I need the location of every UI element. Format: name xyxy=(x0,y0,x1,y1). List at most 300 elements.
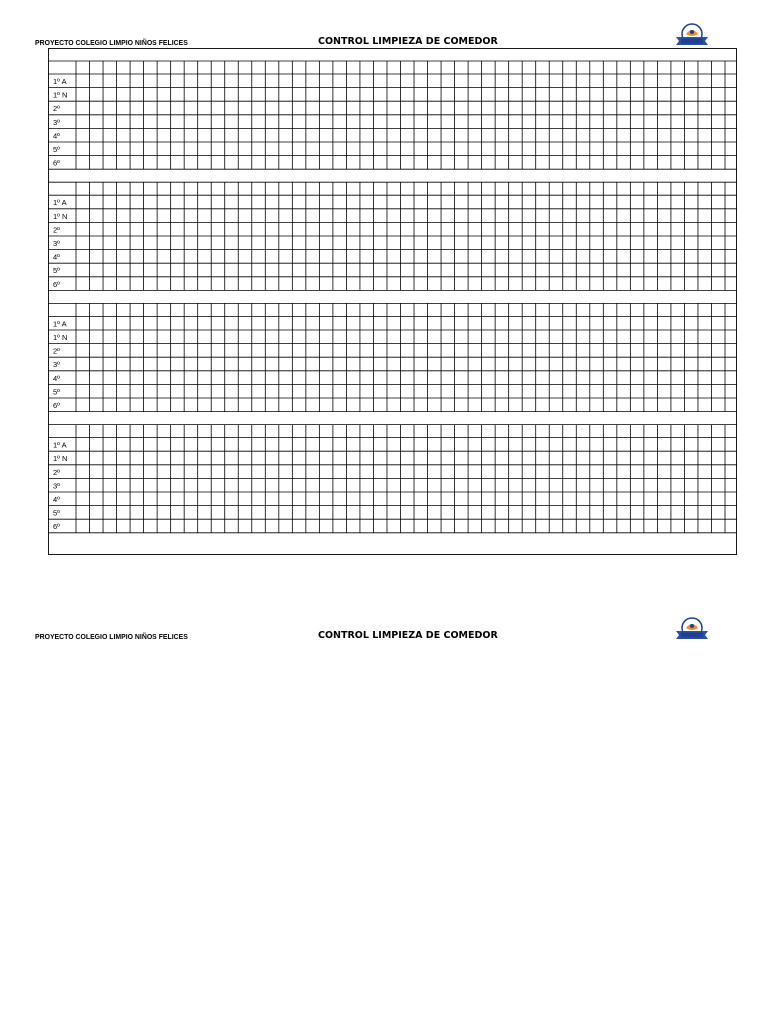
table-cell[interactable] xyxy=(495,101,509,115)
table-cell[interactable] xyxy=(225,465,239,479)
table-cell[interactable] xyxy=(428,451,442,465)
table-cell[interactable] xyxy=(428,209,442,223)
table-cell[interactable] xyxy=(482,478,496,492)
table-cell[interactable] xyxy=(671,209,685,223)
table-cell[interactable] xyxy=(657,384,671,398)
table-cell[interactable] xyxy=(630,156,644,170)
table-cell[interactable] xyxy=(630,330,644,344)
table-cell[interactable] xyxy=(319,330,333,344)
table-cell[interactable] xyxy=(428,263,442,277)
table-cell[interactable] xyxy=(711,316,725,330)
table-cell[interactable] xyxy=(292,371,306,385)
table-cell[interactable] xyxy=(76,398,90,412)
table-cell[interactable] xyxy=(495,222,509,236)
table-cell[interactable] xyxy=(576,330,590,344)
table-cell[interactable] xyxy=(671,438,685,452)
table-cell[interactable] xyxy=(441,74,455,88)
table-cell[interactable] xyxy=(90,101,104,115)
table-cell[interactable] xyxy=(441,316,455,330)
table-cell[interactable] xyxy=(495,451,509,465)
table-cell[interactable] xyxy=(130,398,144,412)
table-cell[interactable] xyxy=(292,209,306,223)
table-cell[interactable] xyxy=(684,222,698,236)
table-cell[interactable] xyxy=(373,357,387,371)
table-cell[interactable] xyxy=(644,451,658,465)
table-cell[interactable] xyxy=(319,195,333,209)
table-cell[interactable] xyxy=(698,115,712,129)
table-cell[interactable] xyxy=(198,61,212,74)
table-cell[interactable] xyxy=(414,344,428,358)
table-cell[interactable] xyxy=(306,371,320,385)
table-cell[interactable] xyxy=(428,384,442,398)
table-cell[interactable] xyxy=(184,236,198,250)
table-cell[interactable] xyxy=(482,101,496,115)
table-cell[interactable] xyxy=(576,316,590,330)
table-cell[interactable] xyxy=(522,61,536,74)
table-cell[interactable] xyxy=(428,236,442,250)
table-cell[interactable] xyxy=(157,478,171,492)
table-cell[interactable] xyxy=(279,371,293,385)
table-cell[interactable] xyxy=(117,425,131,438)
table-cell[interactable] xyxy=(157,195,171,209)
table-cell[interactable] xyxy=(441,222,455,236)
table-cell[interactable] xyxy=(563,330,577,344)
table-cell[interactable] xyxy=(333,156,347,170)
table-cell[interactable] xyxy=(130,142,144,156)
table-cell[interactable] xyxy=(306,101,320,115)
table-cell[interactable] xyxy=(657,344,671,358)
table-cell[interactable] xyxy=(238,478,252,492)
table-cell[interactable] xyxy=(171,303,185,316)
table-cell[interactable] xyxy=(509,425,523,438)
table-cell[interactable] xyxy=(482,277,496,291)
table-cell[interactable] xyxy=(644,384,658,398)
table-cell[interactable] xyxy=(184,506,198,520)
table-cell[interactable] xyxy=(198,371,212,385)
table-cell[interactable] xyxy=(549,250,563,264)
table-cell[interactable] xyxy=(238,492,252,506)
table-cell[interactable] xyxy=(509,222,523,236)
table-cell[interactable] xyxy=(495,250,509,264)
table-cell[interactable] xyxy=(657,61,671,74)
table-cell[interactable] xyxy=(401,142,415,156)
table-cell[interactable] xyxy=(238,142,252,156)
table-cell[interactable] xyxy=(603,182,617,195)
table-cell[interactable] xyxy=(455,222,469,236)
table-cell[interactable] xyxy=(306,384,320,398)
table-cell[interactable] xyxy=(103,316,117,330)
table-cell[interactable] xyxy=(563,357,577,371)
table-cell[interactable] xyxy=(630,128,644,142)
table-cell[interactable] xyxy=(198,142,212,156)
table-cell[interactable] xyxy=(671,492,685,506)
table-cell[interactable] xyxy=(698,61,712,74)
table-cell[interactable] xyxy=(211,128,225,142)
table-cell[interactable] xyxy=(509,519,523,533)
table-cell[interactable] xyxy=(698,316,712,330)
table-cell[interactable] xyxy=(130,61,144,74)
table-cell[interactable] xyxy=(441,384,455,398)
table-cell[interactable] xyxy=(387,61,401,74)
table-cell[interactable] xyxy=(671,263,685,277)
table-cell[interactable] xyxy=(171,478,185,492)
table-cell[interactable] xyxy=(225,357,239,371)
table-cell[interactable] xyxy=(576,115,590,129)
table-cell[interactable] xyxy=(292,115,306,129)
table-cell[interactable] xyxy=(563,277,577,291)
table-cell[interactable] xyxy=(198,303,212,316)
table-cell[interactable] xyxy=(333,519,347,533)
table-cell[interactable] xyxy=(536,277,550,291)
table-cell[interactable] xyxy=(482,128,496,142)
table-cell[interactable] xyxy=(279,263,293,277)
table-cell[interactable] xyxy=(603,101,617,115)
table-cell[interactable] xyxy=(373,384,387,398)
table-cell[interactable] xyxy=(468,506,482,520)
table-cell[interactable] xyxy=(414,316,428,330)
table-cell[interactable] xyxy=(76,128,90,142)
table-cell[interactable] xyxy=(603,250,617,264)
table-cell[interactable] xyxy=(603,478,617,492)
table-cell[interactable] xyxy=(698,263,712,277)
table-cell[interactable] xyxy=(360,330,374,344)
table-cell[interactable] xyxy=(144,303,158,316)
table-cell[interactable] xyxy=(265,115,279,129)
table-cell[interactable] xyxy=(644,519,658,533)
table-cell[interactable] xyxy=(482,492,496,506)
table-cell[interactable] xyxy=(211,438,225,452)
table-cell[interactable] xyxy=(428,156,442,170)
table-cell[interactable] xyxy=(428,61,442,74)
table-cell[interactable] xyxy=(198,128,212,142)
table-cell[interactable] xyxy=(360,492,374,506)
table-cell[interactable] xyxy=(387,250,401,264)
table-cell[interactable] xyxy=(522,195,536,209)
table-cell[interactable] xyxy=(711,330,725,344)
table-cell[interactable] xyxy=(360,398,374,412)
table-cell[interactable] xyxy=(428,344,442,358)
table-cell[interactable] xyxy=(306,425,320,438)
table-cell[interactable] xyxy=(549,357,563,371)
table-cell[interactable] xyxy=(346,506,360,520)
table-cell[interactable] xyxy=(482,236,496,250)
table-cell[interactable] xyxy=(684,303,698,316)
table-cell[interactable] xyxy=(536,506,550,520)
table-cell[interactable] xyxy=(238,222,252,236)
table-cell[interactable] xyxy=(198,209,212,223)
table-cell[interactable] xyxy=(671,478,685,492)
table-cell[interactable] xyxy=(563,438,577,452)
table-cell[interactable] xyxy=(684,344,698,358)
table-cell[interactable] xyxy=(157,465,171,479)
table-cell[interactable] xyxy=(279,88,293,102)
table-cell[interactable] xyxy=(103,371,117,385)
table-cell[interactable] xyxy=(76,465,90,479)
table-cell[interactable] xyxy=(306,316,320,330)
table-cell[interactable] xyxy=(711,506,725,520)
table-cell[interactable] xyxy=(576,128,590,142)
table-cell[interactable] xyxy=(617,61,631,74)
table-cell[interactable] xyxy=(617,519,631,533)
table-cell[interactable] xyxy=(373,236,387,250)
table-cell[interactable] xyxy=(265,263,279,277)
table-cell[interactable] xyxy=(603,88,617,102)
table-cell[interactable] xyxy=(373,506,387,520)
table-cell[interactable] xyxy=(346,209,360,223)
table-cell[interactable] xyxy=(455,344,469,358)
table-cell[interactable] xyxy=(630,101,644,115)
table-cell[interactable] xyxy=(184,101,198,115)
table-cell[interactable] xyxy=(549,195,563,209)
table-cell[interactable] xyxy=(657,277,671,291)
table-cell[interactable] xyxy=(144,222,158,236)
table-cell[interactable] xyxy=(468,128,482,142)
table-cell[interactable] xyxy=(117,142,131,156)
table-cell[interactable] xyxy=(306,182,320,195)
table-cell[interactable] xyxy=(279,250,293,264)
table-cell[interactable] xyxy=(252,465,266,479)
table-cell[interactable] xyxy=(468,316,482,330)
table-cell[interactable] xyxy=(563,478,577,492)
table-cell[interactable] xyxy=(279,384,293,398)
table-cell[interactable] xyxy=(590,250,604,264)
table-cell[interactable] xyxy=(401,263,415,277)
table-cell[interactable] xyxy=(590,357,604,371)
table-cell[interactable] xyxy=(225,263,239,277)
table-cell[interactable] xyxy=(711,195,725,209)
table-cell[interactable] xyxy=(590,506,604,520)
table-cell[interactable] xyxy=(509,492,523,506)
table-cell[interactable] xyxy=(130,222,144,236)
table-cell[interactable] xyxy=(373,519,387,533)
table-cell[interactable] xyxy=(198,236,212,250)
table-cell[interactable] xyxy=(346,438,360,452)
table-cell[interactable] xyxy=(319,344,333,358)
table-cell[interactable] xyxy=(238,371,252,385)
table-cell[interactable] xyxy=(306,222,320,236)
table-cell[interactable] xyxy=(360,506,374,520)
table-cell[interactable] xyxy=(711,88,725,102)
table-cell[interactable] xyxy=(428,142,442,156)
table-cell[interactable] xyxy=(198,438,212,452)
table-cell[interactable] xyxy=(306,277,320,291)
table-cell[interactable] xyxy=(455,357,469,371)
table-cell[interactable] xyxy=(590,101,604,115)
table-cell[interactable] xyxy=(482,182,496,195)
table-cell[interactable] xyxy=(657,142,671,156)
table-cell[interactable] xyxy=(198,250,212,264)
table-cell[interactable] xyxy=(536,398,550,412)
table-cell[interactable] xyxy=(698,492,712,506)
table-cell[interactable] xyxy=(468,222,482,236)
table-cell[interactable] xyxy=(401,101,415,115)
table-cell[interactable] xyxy=(373,425,387,438)
table-cell[interactable] xyxy=(414,277,428,291)
table-cell[interactable] xyxy=(319,316,333,330)
table-cell[interactable] xyxy=(252,74,266,88)
table-cell[interactable] xyxy=(563,398,577,412)
table-cell[interactable] xyxy=(238,182,252,195)
table-cell[interactable] xyxy=(522,438,536,452)
table-cell[interactable] xyxy=(711,425,725,438)
table-cell[interactable] xyxy=(103,195,117,209)
table-cell[interactable] xyxy=(292,330,306,344)
table-cell[interactable] xyxy=(360,115,374,129)
table-cell[interactable] xyxy=(617,101,631,115)
table-cell[interactable] xyxy=(495,465,509,479)
table-cell[interactable] xyxy=(117,506,131,520)
table-cell[interactable] xyxy=(401,115,415,129)
table-cell[interactable] xyxy=(171,330,185,344)
table-cell[interactable] xyxy=(360,519,374,533)
table-cell[interactable] xyxy=(617,222,631,236)
table-cell[interactable] xyxy=(144,438,158,452)
table-cell[interactable] xyxy=(157,182,171,195)
table-cell[interactable] xyxy=(522,101,536,115)
table-cell[interactable] xyxy=(644,465,658,479)
table-cell[interactable] xyxy=(238,156,252,170)
table-cell[interactable] xyxy=(657,195,671,209)
table-cell[interactable] xyxy=(630,263,644,277)
table-cell[interactable] xyxy=(279,330,293,344)
table-cell[interactable] xyxy=(292,101,306,115)
table-cell[interactable] xyxy=(684,74,698,88)
table-cell[interactable] xyxy=(495,209,509,223)
table-cell[interactable] xyxy=(279,438,293,452)
table-cell[interactable] xyxy=(373,195,387,209)
table-cell[interactable] xyxy=(414,74,428,88)
table-cell[interactable] xyxy=(198,451,212,465)
table-cell[interactable] xyxy=(90,384,104,398)
table-cell[interactable] xyxy=(711,142,725,156)
table-cell[interactable] xyxy=(117,101,131,115)
table-cell[interactable] xyxy=(184,384,198,398)
table-cell[interactable] xyxy=(373,478,387,492)
table-cell[interactable] xyxy=(76,156,90,170)
table-cell[interactable] xyxy=(576,142,590,156)
table-cell[interactable] xyxy=(171,277,185,291)
table-cell[interactable] xyxy=(684,425,698,438)
table-cell[interactable] xyxy=(319,88,333,102)
table-cell[interactable] xyxy=(711,156,725,170)
table-cell[interactable] xyxy=(144,384,158,398)
table-cell[interactable] xyxy=(630,519,644,533)
table-cell[interactable] xyxy=(117,115,131,129)
table-cell[interactable] xyxy=(144,88,158,102)
table-cell[interactable] xyxy=(387,384,401,398)
table-cell[interactable] xyxy=(225,209,239,223)
table-cell[interactable] xyxy=(495,156,509,170)
table-cell[interactable] xyxy=(360,478,374,492)
table-cell[interactable] xyxy=(279,195,293,209)
table-cell[interactable] xyxy=(117,398,131,412)
table-cell[interactable] xyxy=(130,316,144,330)
table-cell[interactable] xyxy=(671,519,685,533)
table-cell[interactable] xyxy=(441,478,455,492)
table-cell[interactable] xyxy=(576,478,590,492)
table-cell[interactable] xyxy=(576,465,590,479)
table-cell[interactable] xyxy=(509,263,523,277)
table-cell[interactable] xyxy=(292,74,306,88)
table-cell[interactable] xyxy=(171,209,185,223)
table-cell[interactable] xyxy=(333,195,347,209)
table-cell[interactable] xyxy=(671,142,685,156)
table-cell[interactable] xyxy=(455,425,469,438)
table-cell[interactable] xyxy=(184,316,198,330)
table-cell[interactable] xyxy=(617,506,631,520)
table-cell[interactable] xyxy=(495,303,509,316)
table-cell[interactable] xyxy=(103,209,117,223)
table-cell[interactable] xyxy=(401,344,415,358)
table-cell[interactable] xyxy=(711,357,725,371)
table-cell[interactable] xyxy=(333,330,347,344)
table-cell[interactable] xyxy=(373,142,387,156)
table-cell[interactable] xyxy=(603,115,617,129)
table-cell[interactable] xyxy=(333,371,347,385)
table-cell[interactable] xyxy=(346,222,360,236)
table-cell[interactable] xyxy=(265,209,279,223)
table-cell[interactable] xyxy=(549,478,563,492)
table-cell[interactable] xyxy=(238,250,252,264)
table-cell[interactable] xyxy=(644,425,658,438)
table-cell[interactable] xyxy=(373,492,387,506)
table-cell[interactable] xyxy=(319,357,333,371)
table-cell[interactable] xyxy=(684,250,698,264)
table-cell[interactable] xyxy=(279,101,293,115)
table-cell[interactable] xyxy=(711,128,725,142)
table-cell[interactable] xyxy=(711,236,725,250)
table-cell[interactable] xyxy=(184,222,198,236)
table-cell[interactable] xyxy=(90,506,104,520)
table-cell[interactable] xyxy=(333,101,347,115)
table-cell[interactable] xyxy=(671,277,685,291)
table-cell[interactable] xyxy=(252,316,266,330)
table-cell[interactable] xyxy=(590,465,604,479)
table-cell[interactable] xyxy=(671,398,685,412)
table-cell[interactable] xyxy=(90,357,104,371)
table-cell[interactable] xyxy=(482,222,496,236)
table-cell[interactable] xyxy=(563,222,577,236)
table-cell[interactable] xyxy=(90,492,104,506)
table-cell[interactable] xyxy=(103,344,117,358)
table-cell[interactable] xyxy=(157,88,171,102)
table-cell[interactable] xyxy=(414,465,428,479)
table-cell[interactable] xyxy=(455,250,469,264)
table-cell[interactable] xyxy=(184,277,198,291)
table-cell[interactable] xyxy=(346,128,360,142)
table-cell[interactable] xyxy=(225,303,239,316)
table-cell[interactable] xyxy=(644,357,658,371)
table-cell[interactable] xyxy=(90,88,104,102)
table-cell[interactable] xyxy=(252,438,266,452)
table-cell[interactable] xyxy=(346,492,360,506)
table-cell[interactable] xyxy=(252,357,266,371)
table-cell[interactable] xyxy=(387,465,401,479)
table-cell[interactable] xyxy=(76,115,90,129)
table-cell[interactable] xyxy=(238,115,252,129)
table-cell[interactable] xyxy=(495,384,509,398)
table-cell[interactable] xyxy=(373,74,387,88)
table-cell[interactable] xyxy=(184,478,198,492)
table-cell[interactable] xyxy=(76,438,90,452)
table-cell[interactable] xyxy=(360,74,374,88)
table-cell[interactable] xyxy=(225,128,239,142)
table-cell[interactable] xyxy=(698,506,712,520)
table-cell[interactable] xyxy=(252,88,266,102)
table-cell[interactable] xyxy=(292,478,306,492)
table-cell[interactable] xyxy=(387,101,401,115)
table-cell[interactable] xyxy=(617,142,631,156)
